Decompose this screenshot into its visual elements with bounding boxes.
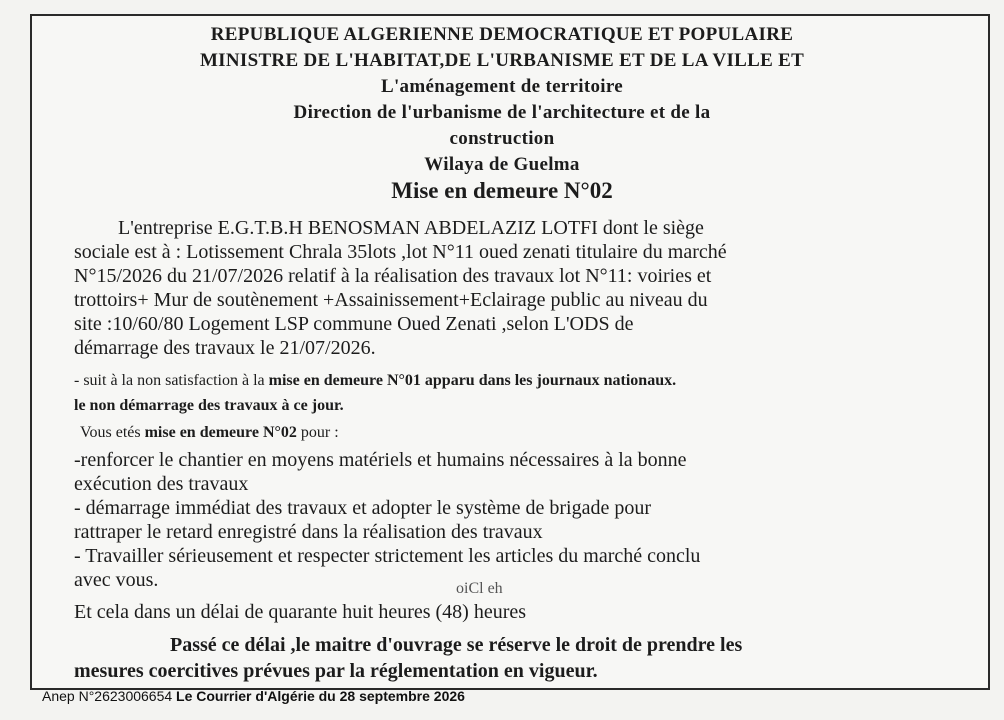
delay-statement: Et cela dans un délai de quarante huit heures (48) heures	[74, 601, 527, 623]
demands-list	[74, 448, 934, 592]
paragraph-contractor	[74, 216, 934, 360]
notice2-suffix: pour :	[296, 424, 339, 441]
header-republic: REPUBLIQUE ALGERIENNE DEMOCRATIQUE ET POPULAIRE	[210, 24, 794, 45]
list-item: exécution des travaux	[74, 473, 249, 495]
header	[0, 22, 1004, 178]
header-construction: construction	[449, 128, 555, 149]
notice1-bold: mise en demeure N°01 apparu dans les journaux nationaux.	[268, 372, 677, 389]
closing-line2: mesures coercitives prévues par la réglementation en vigueur.	[74, 660, 598, 682]
paragraph-line: L'entreprise E.G.T.B.H BENOSMAN ABDELAZIZ LOTFI dont le siège	[118, 217, 704, 239]
header-ministry: MINISTRE DE L'HABITAT,DE L'URBANISME ET DE LA VILLE ET	[199, 50, 805, 71]
notice2-bold: mise en demeure N°02	[144, 424, 297, 441]
stray-text: oiCl eh	[456, 580, 503, 597]
header-direction: Direction de l'urbanisme de l'architecture et de la	[293, 102, 711, 123]
notice1-line2: le non démarrage des travaux à ce jour.	[74, 397, 344, 414]
header-amenagement: L'aménagement de territoire	[380, 76, 623, 97]
list-item: - démarrage immédiat des travaux et adopter le système de brigade pour	[74, 497, 651, 519]
paragraph-line: démarrage des travaux le 21/07/2026.	[74, 337, 376, 359]
paragraph-line: N°15/2026 du 21/07/2026 relatif à la réalisation des travaux lot N°11: voiries et	[74, 265, 712, 287]
footer	[42, 688, 465, 704]
header-wilaya: Wilaya de Guelma	[424, 154, 580, 175]
anep-number: Anep N°2623006654	[42, 688, 173, 704]
list-item: - Travailler sérieusement et respecter strictement les articles du marché conclu	[74, 545, 701, 567]
notice-title: Mise en demeure N°02	[391, 178, 613, 203]
publication-info: Le Courrier d'Algérie du 28 septembre 2026	[176, 688, 465, 704]
notice-first-demand	[74, 370, 954, 417]
list-item: -renforcer le chantier en moyens matériels et humains nécessaires à la bonne	[74, 449, 687, 471]
notice1-prefix: - suit à la non satisfaction à la	[74, 372, 269, 389]
paragraph-line: sociale est à : Lotissement Chrala 35lots ,lot N°11 oued zenati titulaire du marché	[74, 241, 727, 263]
paragraph-line: trottoirs+ Mur de soutènement +Assainissement+Eclairage public au niveau du	[74, 289, 708, 311]
notice2-prefix: Vous etés	[80, 424, 145, 441]
list-item: avec vous.	[74, 569, 159, 591]
notice-second-demand	[80, 422, 960, 444]
paragraph-line: site :10/60/80 Logement LSP commune Oued Zenati ,selon L'ODS de	[74, 313, 634, 335]
list-item: rattraper le retard enregistré dans la réalisation des travaux	[74, 521, 543, 543]
closing-line1: Passé ce délai ,le maitre d'ouvrage se réserve le droit de prendre les	[170, 634, 743, 656]
